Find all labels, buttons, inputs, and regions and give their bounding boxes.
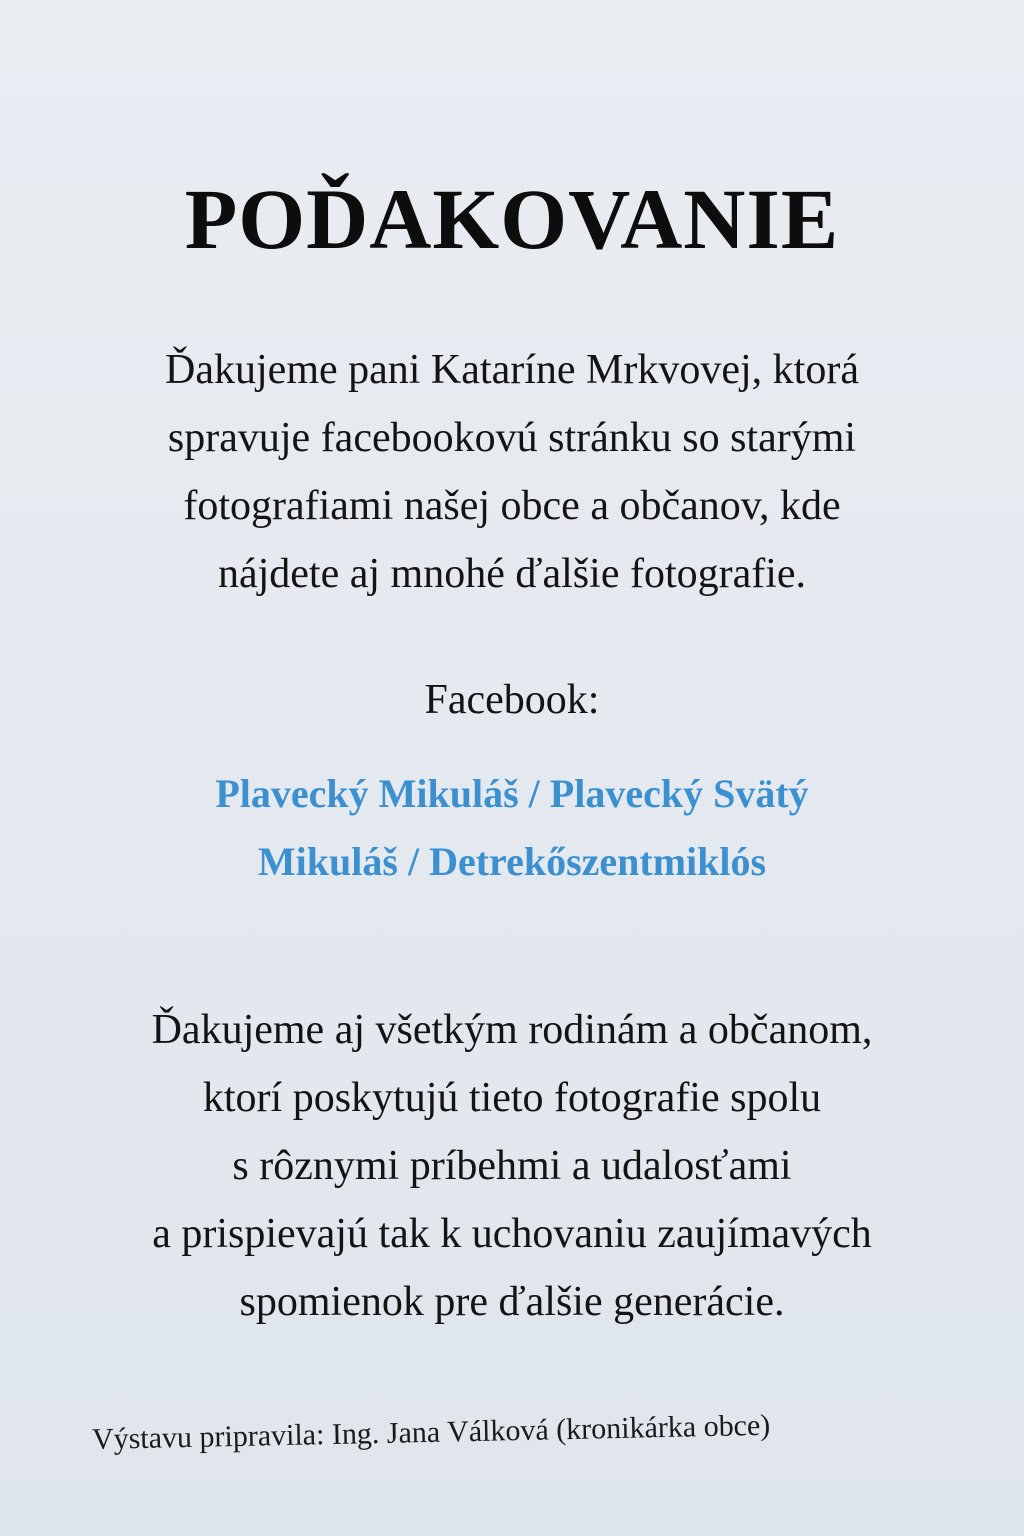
page-title: POĎAKOVANIE (184, 170, 840, 267)
paragraph-line: ktorí poskytujú tieto fotografie spolu (202, 1075, 822, 1121)
facebook-label: Facebook: (424, 677, 600, 723)
paragraph-line: Ďakujeme aj všetkým rodinám a občanom, (151, 1007, 873, 1053)
thanks-paragraph-1 (40, 336, 984, 608)
exhibition-credit: Výstavu pripravila: Ing. Jana Válková (kronikárka obce) (91, 1408, 771, 1456)
paragraph-line: Ďakujeme pani Kataríne Mrkvovej, ktorá (165, 347, 859, 393)
paragraph-line: a prispievajú tak k uchovaniu zaujímavých (152, 1211, 872, 1257)
thanks-paragraph-2 (40, 996, 984, 1336)
facebook-link-line[interactable]: Plavecký Mikuláš / Plavecký Svätý (215, 771, 809, 816)
paragraph-line: fotografiami našej obce a občanov, kde (183, 483, 841, 529)
facebook-page-link[interactable] (40, 760, 984, 896)
paragraph-line: spomienok pre ďalšie generácie. (239, 1279, 785, 1325)
paragraph-line: spravuje facebookovú stránku so starými (167, 415, 857, 461)
paragraph-line: s rôznymi príbehmi a udalosťami (232, 1143, 792, 1189)
facebook-link-line[interactable]: Mikuláš / Detrekőszentmiklós (257, 839, 767, 884)
paragraph-line: nájdete aj mnohé ďalšie fotografie. (217, 551, 807, 597)
